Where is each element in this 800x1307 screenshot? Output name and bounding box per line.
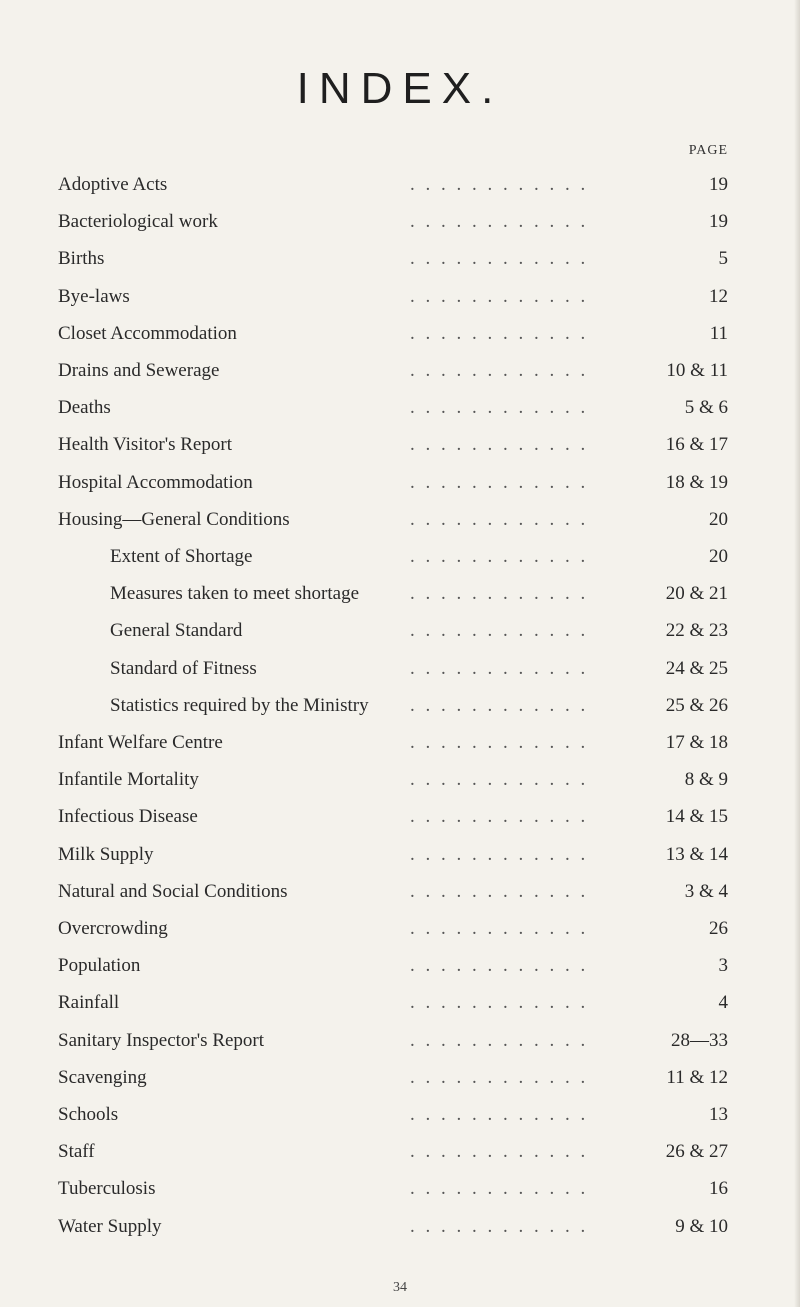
leader-dots: . . . . . . . . . . . . (410, 1029, 589, 1051)
index-entry-page: 11 & 12 (666, 1066, 728, 1088)
index-entry-page: 13 (709, 1104, 728, 1125)
index-entry-label: Milk Supply (58, 843, 154, 865)
leader-dots: . . . . . . . . . . . . (410, 1104, 589, 1125)
leader-dots: . . . . . . . . . . . . (410, 285, 589, 307)
index-entry-label: Extent of Shortage (110, 546, 253, 567)
index-entry-page: 3 (718, 955, 728, 977)
index-entry-page: 24 & 25 (665, 657, 728, 679)
index-entry-label: Rainfall (58, 992, 120, 1014)
index-entry (0, 319, 800, 349)
index-entry-label: Closet Accommodation (58, 322, 237, 344)
index-entry-page: 16 & 17 (665, 434, 728, 456)
index-entry (0, 244, 800, 274)
index-entry (0, 616, 800, 646)
index-entry (0, 914, 800, 944)
leader-dots: . . . . . . . . . . . . (410, 360, 589, 381)
index-entry (0, 951, 800, 981)
index-entry (0, 1137, 800, 1167)
index-entry-label: Health Visitor's Report (58, 434, 232, 456)
index-entry-page: 5 & 6 (684, 397, 728, 419)
index-entry (0, 505, 800, 535)
index-entry-page: 26 (709, 918, 728, 939)
index-entry-label: Adoptive Acts (58, 174, 168, 195)
index-entry-label: Statistics required by the Ministry (110, 694, 369, 716)
leader-dots: . . . . . . . . . . . . (410, 955, 589, 977)
index-entry-page: 26 & 27 (665, 1141, 728, 1163)
index-entry (0, 691, 800, 721)
index-entry (0, 840, 800, 870)
index-entry-label: Measures taken to meet shortage (110, 583, 360, 605)
index-entry-page: 16 (709, 1178, 728, 1200)
index-entry-label: Population (58, 955, 141, 977)
leader-dots: . . . . . . . . . . . . (410, 434, 589, 456)
index-entry-page: 19 (709, 174, 728, 195)
leader-dots: . . . . . . . . . . . . (410, 620, 589, 642)
index-entry-label: Bye-laws (58, 285, 130, 307)
index-entry-page: 17 & 18 (665, 732, 728, 753)
index-entry-label: Infant Welfare Centre (58, 732, 223, 753)
index-entry (0, 728, 800, 758)
index-entry (0, 877, 800, 907)
index-entry-label: Water Supply (58, 1215, 162, 1237)
leader-dots: . . . . . . . . . . . . (410, 843, 589, 865)
leader-dots: . . . . . . . . . . . . (410, 211, 589, 233)
index-entry-page: 13 & 14 (665, 843, 728, 865)
index-entry-page: 5 (718, 248, 728, 270)
index-entry-label: Hospital Accommodation (58, 471, 253, 493)
leader-dots: . . . . . . . . . . . . (410, 508, 589, 530)
index-entry-label: Tuberculosis (58, 1178, 156, 1200)
index-entry-page: 8 & 9 (684, 769, 728, 791)
index-entry (0, 802, 800, 832)
leader-dots: . . . . . . . . . . . . (410, 1066, 589, 1088)
index-entry-label: Housing—General Conditions (58, 508, 290, 530)
index-entry-page: 20 (709, 546, 728, 567)
footer-page-number: 34 (393, 1280, 407, 1295)
page-edge-shadow (794, 0, 800, 1307)
index-entry-label: Bacteriological work (58, 211, 218, 233)
leader-dots: . . . . . . . . . . . . (410, 471, 589, 493)
index-entry-label: Natural and Social Conditions (58, 880, 288, 902)
index-entry (0, 1026, 800, 1056)
index-entry-page: 4 (718, 992, 728, 1014)
leader-dots: . . . . . . . . . . . . (410, 1141, 589, 1163)
index-entry-page: 9 & 10 (675, 1215, 728, 1237)
leader-dots: . . . . . . . . . . . . (410, 769, 589, 791)
index-entry-page: 28—33 (671, 1029, 728, 1051)
index-entry-label: Scavenging (58, 1066, 147, 1088)
index-entry (0, 170, 800, 200)
index-entry (0, 207, 800, 237)
index-entry (0, 654, 800, 684)
index-entry-page: 20 & 21 (665, 583, 728, 605)
index-entry (0, 1063, 800, 1093)
index-entry (0, 1212, 800, 1242)
page-title: INDEX. (296, 64, 504, 113)
index-entry-label: Drains and Sewerage (58, 360, 220, 381)
leader-dots: . . . . . . . . . . . . (410, 992, 589, 1014)
index-entry-page: 3 & 4 (684, 880, 728, 902)
leader-dots: . . . . . . . . . . . . (410, 248, 589, 270)
index-entry (0, 282, 800, 312)
leader-dots: . . . . . . . . . . . . (410, 732, 589, 753)
page-column-header: PAGE (688, 143, 728, 158)
index-entry-page: 18 & 19 (665, 471, 728, 493)
leader-dots: . . . . . . . . . . . . (410, 322, 589, 344)
index-entry-page: 25 & 26 (665, 694, 728, 716)
index-entry-label: Schools (58, 1104, 119, 1125)
index-entry-label: Sanitary Inspector's Report (58, 1029, 265, 1051)
index-entry-page: 11 (709, 322, 728, 344)
index-entry-page: 14 & 15 (665, 806, 728, 828)
leader-dots: . . . . . . . . . . . . (410, 583, 589, 605)
index-entry (0, 430, 800, 460)
index-entry (0, 1100, 800, 1130)
index-entry (0, 1174, 800, 1204)
leader-dots: . . . . . . . . . . . . (410, 1178, 589, 1200)
index-entry-page: 20 (709, 508, 728, 530)
index-entry-page: 19 (709, 211, 728, 233)
leader-dots: . . . . . . . . . . . . (410, 880, 589, 902)
leader-dots: . . . . . . . . . . . . (410, 397, 589, 419)
index-entry (0, 579, 800, 609)
index-entry-label: Deaths (58, 397, 111, 419)
index-entry (0, 468, 800, 498)
leader-dots: . . . . . . . . . . . . (410, 174, 589, 195)
index-entry-page: 22 & 23 (665, 620, 728, 642)
index-entry-page: 10 & 11 (666, 360, 728, 381)
index-entry (0, 393, 800, 423)
leader-dots: . . . . . . . . . . . . (410, 918, 589, 939)
index-entry-label: Infantile Mortality (58, 769, 199, 791)
index-entry (0, 765, 800, 795)
leader-dots: . . . . . . . . . . . . (410, 657, 589, 679)
index-entry-label: Standard of Fitness (110, 657, 257, 679)
index-entry-label: Births (58, 248, 105, 270)
index-entry (0, 542, 800, 572)
leader-dots: . . . . . . . . . . . . (410, 806, 589, 828)
index-entry-label: General Standard (110, 620, 243, 642)
index-entry-label: Infectious Disease (58, 806, 198, 828)
index-entry-label: Staff (58, 1141, 95, 1163)
index-entry-label: Overcrowding (58, 918, 168, 939)
index-entry (0, 356, 800, 386)
leader-dots: . . . . . . . . . . . . (410, 1215, 589, 1237)
leader-dots: . . . . . . . . . . . . (410, 546, 589, 567)
index-entry (0, 988, 800, 1018)
leader-dots: . . . . . . . . . . . . (410, 694, 589, 716)
index-entry-page: 12 (709, 285, 728, 307)
